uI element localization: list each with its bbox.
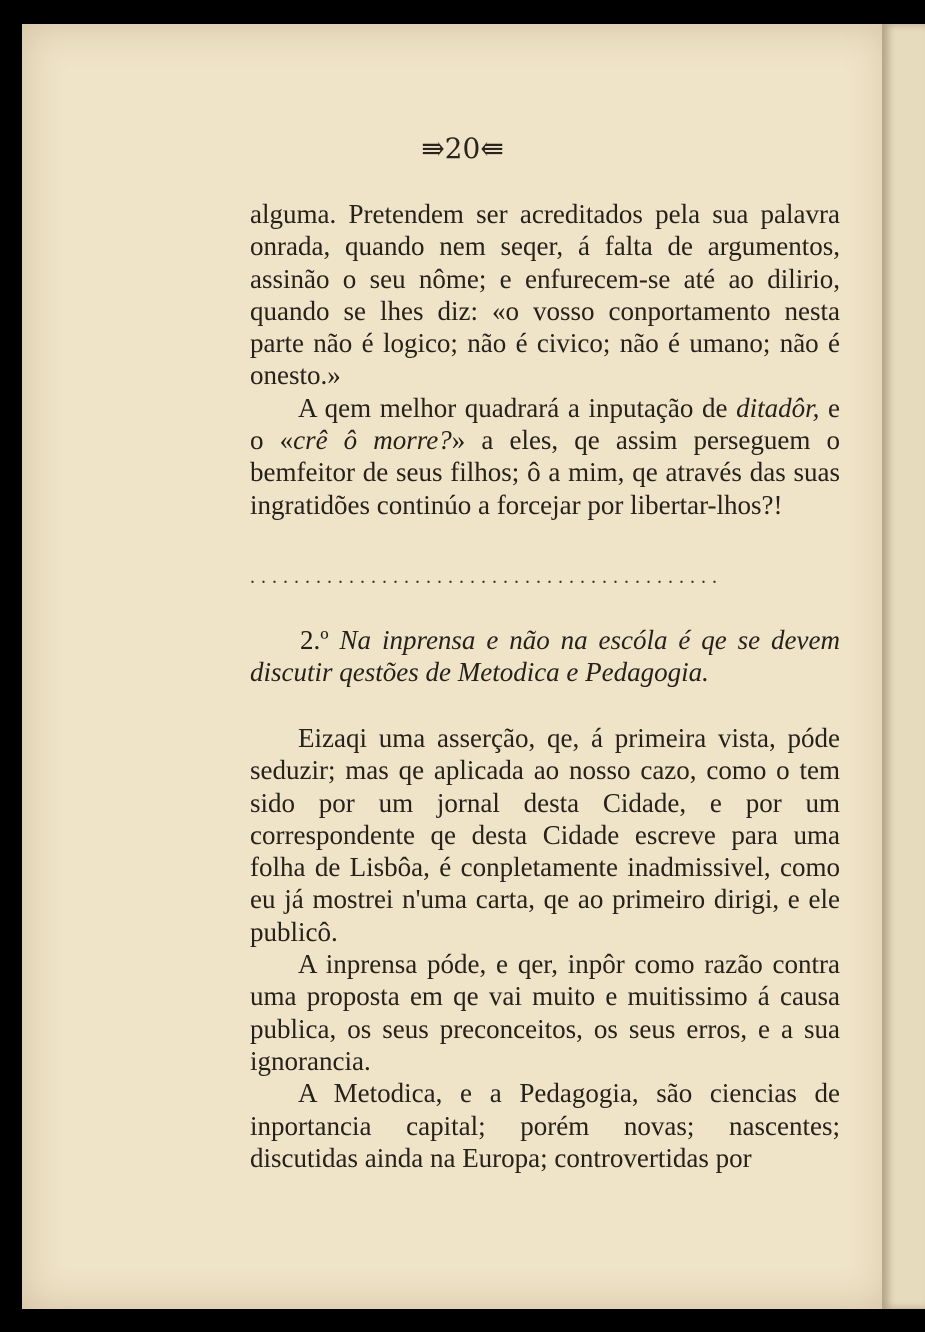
paragraph-3: Eizaqi uma asserção, qe, á primeira vista, póde seduzir; mas qe aplicada ao nosso cazo, como o tem sido por um jornal desta Cidade, e por um correspondente qe desta Cidade escreve para uma folha de Lisbôa, é conpletamente inadmissivel, como eu já mostrei n'uma carta, qe ao primeiro dirigi, e ele publicô. — [250, 723, 840, 947]
paragraph-2-italic-1: ditadôr, — [736, 392, 820, 423]
body-text-top — [250, 198, 840, 521]
section-title: Na inprensa e não na escóla é qe se devem discutir qestões de Metodica e Pedagogia. — [250, 625, 840, 688]
body-text-bottom — [250, 722, 840, 1174]
section-heading — [250, 624, 840, 689]
paragraph-2-mid: e o « — [250, 392, 840, 456]
page-edge — [882, 24, 925, 1309]
paragraph-2 — [250, 392, 840, 521]
paragraph-4: A inprensa póde, e qer, inpôr como razão contra uma proposta em qe vai muito e muitissimo á causa publica, os seus preconceitos, os seus erros, e a sua ignorancia. — [250, 949, 840, 1076]
page-number-ornament-left: ⇛ — [421, 132, 445, 165]
page-number-value: 20 — [444, 132, 481, 165]
dotted-separator: ........................................... — [250, 566, 723, 588]
paragraph-2-start: A qem melhor quadrará a inputação de — [298, 392, 737, 423]
paragraph-1: alguma. Pretendem ser acreditados pela sua palavra onrada, quando nem seqer, á falta de argumentos, assinão o seu nôme; e enfurecem-se até ao dilirio, quando se lhes diz: «o vosso conportamento nesta parte não é logico; não é civico; não é umano; não é onesto.» — [250, 199, 840, 391]
paragraph-2-end: » a eles, qe assim perseguem o bemfeitor de seus filhos; ô a mim, qe através das suas ingratidões continúo a forcejar por libertar-lhos?! — [250, 425, 841, 520]
paragraph-5: A Metodica, e a Pedagogia, são ciencias de inportancia capital; porém novas; nascentes; discutidas ainda na Europa; controvertidas por — [250, 1078, 840, 1173]
section-number: 2.º — [300, 625, 329, 655]
paragraph-2-italic-2: crê ô morre? — [293, 425, 452, 456]
page-number-ornament-right: ⇚ — [480, 132, 504, 165]
page-number — [0, 132, 925, 165]
